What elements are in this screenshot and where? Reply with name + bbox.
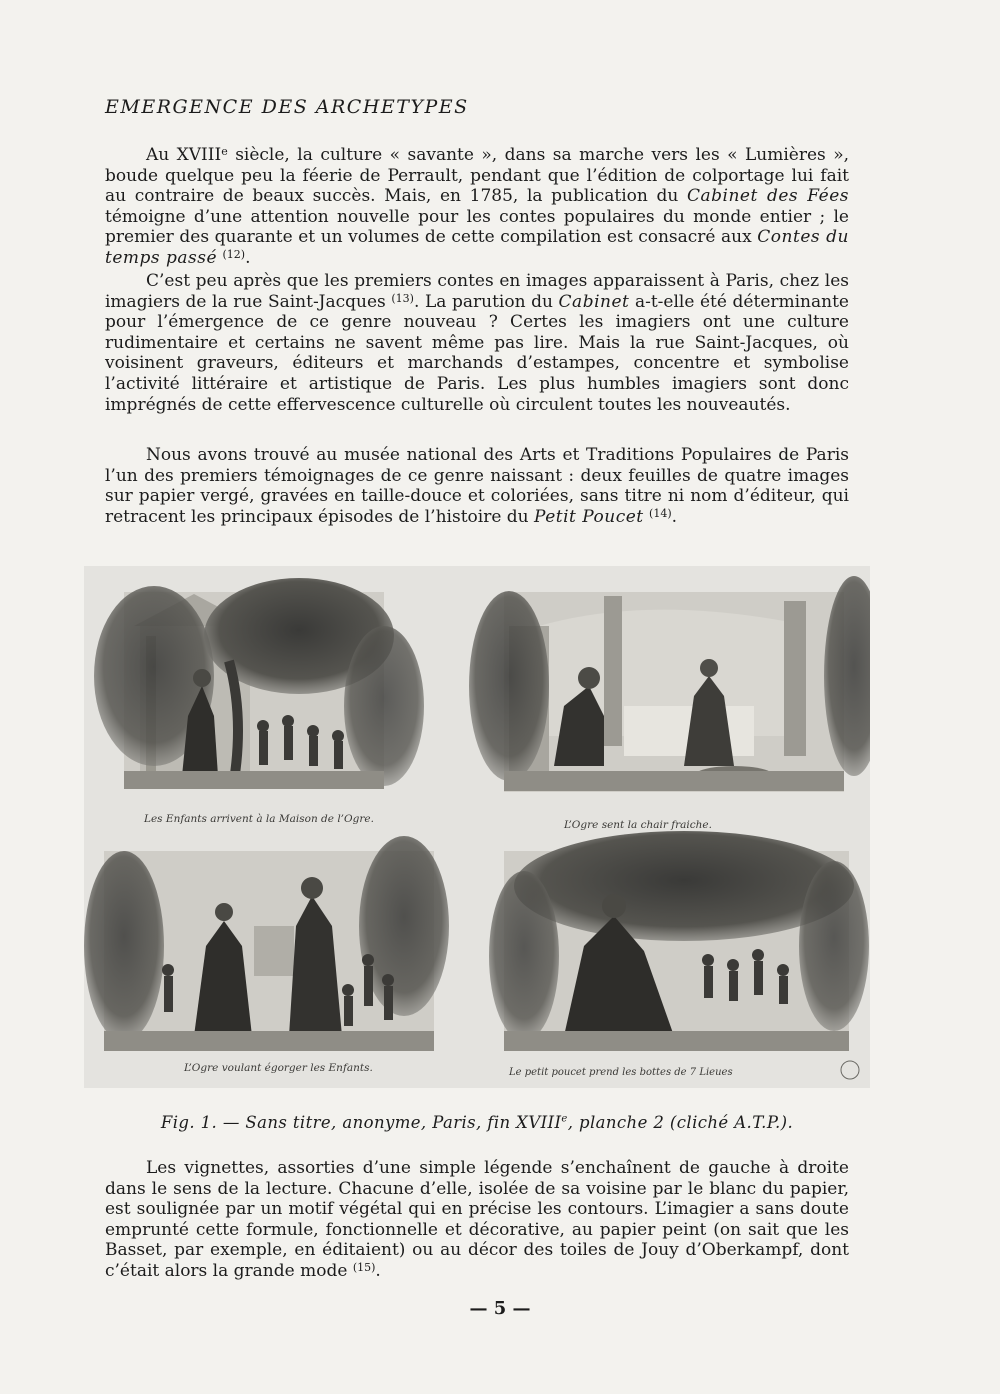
footnote-ref-15: (15) [352, 1260, 376, 1274]
engraving-illustration [84, 566, 870, 1088]
p2-text: . La parution du [413, 291, 559, 312]
legend-vignette-1: Les Enfants arrivent à la Maison de l’Ogre. [144, 813, 374, 825]
p1-text: . [245, 247, 251, 268]
footnote-ref-13: (13) [391, 291, 414, 305]
title-contes-du-temps-passe: Contes du temps passé [105, 227, 850, 268]
title-cabinet-des-fees: Cabinet des Fées [687, 186, 849, 207]
legend-vignette-4: Le petit poucet prend les bottes de 7 Lieues [509, 1067, 733, 1078]
page-number: — 5 — [469, 1298, 531, 1319]
running-head: EMERGENCE DES ARCHETYPES [105, 96, 469, 118]
p2-text: a-t-elle été déterminante pour l’émergence de ce genre nouveau ? Certes les imagiers ont une culture rudimentaire et certains ne savent même pas lire. Mais la rue Saint-Jacques, où voisinent graveurs, éditeurs et marchands d’estampes, concentre et symbolise l’activité littéraire et artistique de Paris. Les plus humbles imagiers sont donc imprégnés de cette effervescence culturelle où circulent toutes les nouveautés. [105, 291, 849, 415]
paragraph-1 [105, 145, 849, 269]
vignette-4 [489, 831, 869, 1051]
figure-caption [105, 1113, 849, 1132]
p1-superscript: e [221, 145, 228, 158]
p1-text: témoigne d’une attention nouvelle pour les contes populaires du monde entier ; le premier des quarante et un volumes de cette compilation est consacré aux [105, 206, 849, 248]
vignette-1 [94, 578, 424, 789]
p3-text: Nous avons trouvé au musée national des Arts et Traditions Populaires de Paris l’un des premiers témoignages de ce genre naissant : deux feuilles de quatre images sur papier vergé, gravées en taille-douce et coloriées, sans titre ni nom d’éditeur, qui retracent les principaux épisodes de l’histoire du [105, 445, 849, 527]
vignette-2 [469, 576, 870, 792]
footnote-ref-12: (12) [222, 247, 246, 261]
legend-vignette-3: L’Ogre voulant égorger les Enfants. [184, 1062, 373, 1074]
p1-text: siècle, la culture « savante », dans sa marche vers les « Lumières », boude quelque peu la féerie de Perrault, pendant que l’édition de colportage lui fait au contraire de beaux succès. Mais, en 1785, la publication du [105, 145, 850, 207]
title-cabinet: Cabinet [558, 291, 630, 312]
p4-text: Les vignettes, assorties d’une simple légende s’enchaînent de gauche à droite dans le sens de la lecture. Chacune d’elle, isolée de sa voisine par le blanc du papier, est soulignée par un motif végétal qui en précise les contours. L’imagier a sans doute emprunté cette formule, fonctionnelle et décorative, au papier peint (on sait que les Basset, par exemple, en éditaient) ou au décor des toiles de Jouy d’Oberkampf, dont c’était alors la grande mode [105, 1158, 849, 1281]
legend-vignette-2: L’Ogre sent la chair fraiche. [564, 819, 712, 831]
p1-text: Au XVIII [146, 145, 222, 165]
p2-text: C’est peu après que les premiers contes en images apparaissent à Paris, chez les imagiers de la rue Saint-Jacques [105, 271, 849, 312]
paragraph-4 [105, 1158, 849, 1282]
p4-text: . [375, 1260, 381, 1281]
paragraph-2 [105, 271, 849, 415]
title-petit-poucet: Petit Poucet [534, 506, 644, 527]
paragraph-3 [105, 445, 849, 527]
p3-text: . [671, 506, 678, 527]
engraving-plate [84, 566, 870, 1088]
vignette-3 [84, 836, 449, 1051]
footnote-ref-14: (14) [649, 506, 672, 520]
caption-text: , planche 2 (cliché A.T.P.). [567, 1113, 794, 1132]
caption-superscript: e [561, 1113, 568, 1125]
caption-text: Fig. 1. — Sans titre, anonyme, Paris, fin XVIII [160, 1113, 562, 1132]
